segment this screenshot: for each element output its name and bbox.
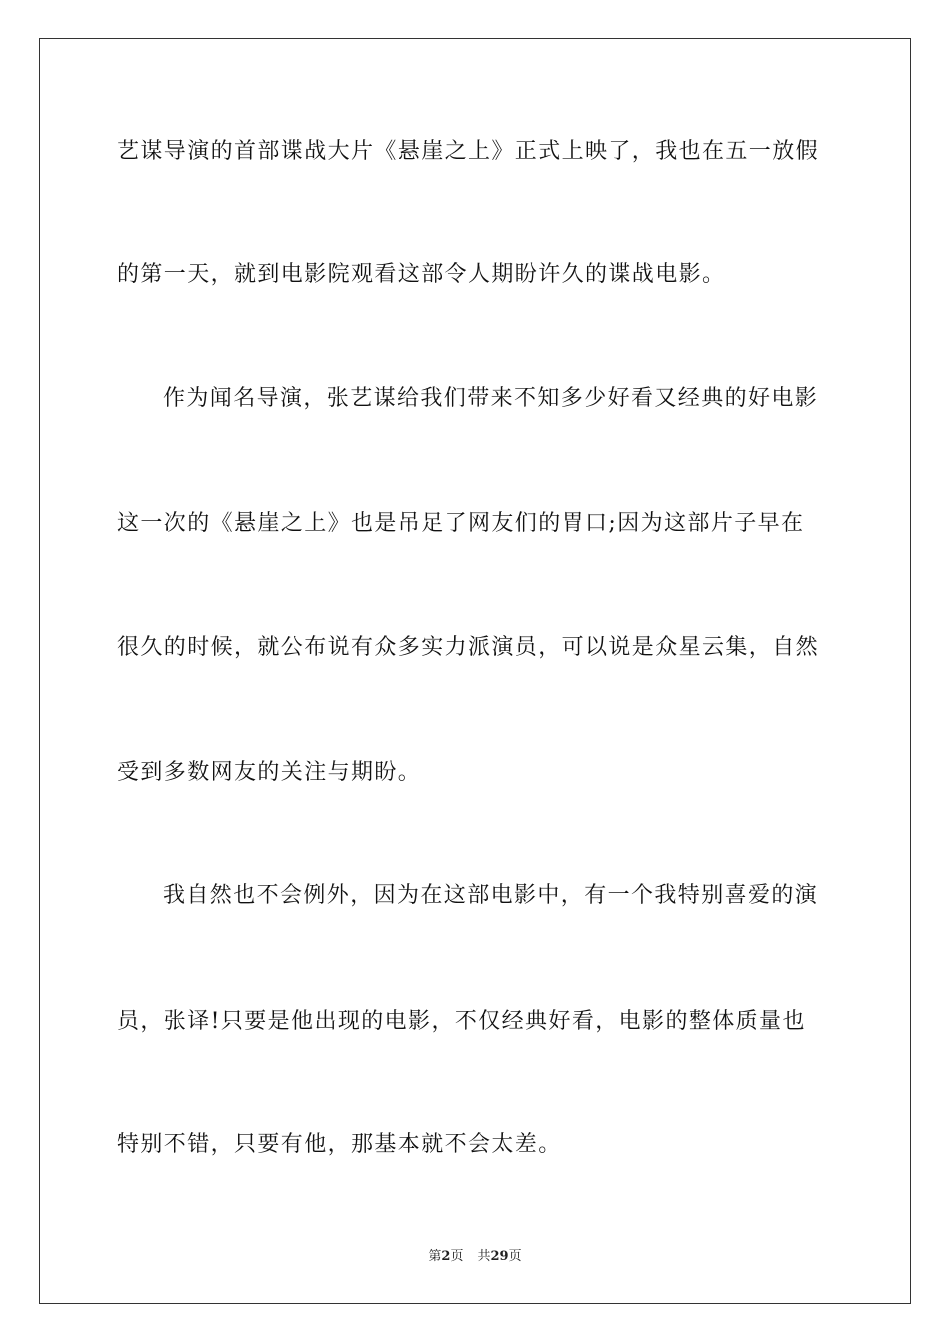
text-line: 受到多数网友的关注与期盼。 <box>117 760 422 785</box>
footer-total-suffix: 页 <box>508 1249 522 1264</box>
text-line: 这一次的《悬崖之上》也是吊足了网友们的胃口;因为这部片子早在 <box>117 511 805 536</box>
text-line: 员，张译!只要是他出现的电影，不仅经典好看，电影的整体质量也 <box>117 1009 806 1034</box>
footer-page-prefix: 第 <box>428 1249 442 1264</box>
footer-page-suffix: 页 <box>450 1249 464 1264</box>
footer-total-prefix: 共 <box>477 1249 491 1264</box>
page-border <box>39 38 911 1304</box>
text-line: 特别不错，只要有他，那基本就不会太差。 <box>117 1132 562 1157</box>
text-line: 的第一天，就到电影院观看这部令人期盼许久的谍战电影。 <box>117 262 726 287</box>
text-line: 我自然也不会例外，因为在这部电影中，有一个我特别喜爱的演 <box>163 883 819 908</box>
text-line: 作为闻名导演，张艺谋给我们带来不知多少好看又经典的好电影 <box>163 386 819 411</box>
text-line: 艺谋导演的首部谍战大片《悬崖之上》正式上映了，我也在五一放假 <box>117 139 820 164</box>
page-footer <box>0 1248 950 1266</box>
footer-total-number: 29 <box>490 1249 509 1264</box>
footer-page-number: 2 <box>441 1249 451 1264</box>
text-line: 很久的时候，就公布说有众多实力派演员，可以说是众星云集，自然 <box>117 635 820 660</box>
